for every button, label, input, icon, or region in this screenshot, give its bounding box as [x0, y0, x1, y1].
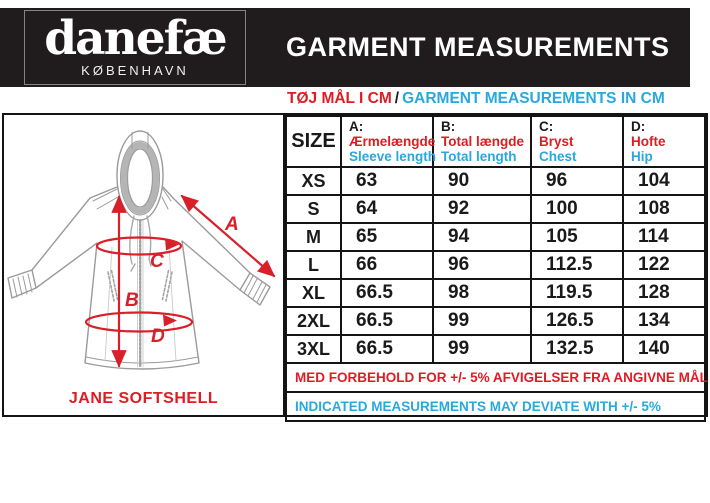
col-b-letter: B: [441, 119, 456, 134]
label-B: B [125, 290, 139, 311]
value-cell: 122 [623, 251, 705, 279]
brand-logo [24, 10, 246, 85]
value-cell: 100 [531, 195, 623, 223]
col-d-english: Hip [631, 149, 653, 164]
table-row-l [286, 251, 705, 279]
value-cell: 126.5 [531, 307, 623, 335]
jacket-diagram [4, 115, 283, 383]
col-c-english: Chest [539, 149, 577, 164]
page-title: GARMENT MEASUREMENTS [286, 32, 670, 62]
jacket-hood [117, 131, 163, 220]
value-cell: 65 [341, 223, 433, 251]
note-row-english [286, 392, 705, 421]
product-name: JANE SOFTSHELL [68, 390, 219, 407]
size-cell: L [286, 251, 341, 279]
label-D: D [151, 326, 165, 347]
subtitle-english: GARMENT MEASUREMENTS IN CM [402, 90, 665, 107]
garment-diagram-panel [4, 115, 285, 415]
col-c-danish: Bryst [539, 134, 574, 149]
value-cell: 128 [623, 279, 705, 307]
subtitle-danish: TØJ MÅL I CM [287, 90, 392, 107]
content-box [2, 113, 708, 417]
size-cell: XS [286, 167, 341, 195]
value-cell: 140 [623, 335, 705, 363]
table-header-row [286, 116, 705, 167]
brand-header-bar [0, 8, 690, 87]
value-cell: 99 [433, 335, 531, 363]
brand-logo-city: KØBENHAVN [81, 62, 189, 78]
header-col-d [623, 116, 705, 167]
note-row-danish [286, 363, 705, 392]
col-a-letter: A: [349, 119, 364, 134]
label-A: A [225, 214, 239, 235]
brand-logo-wordmark: danefæ [44, 11, 226, 67]
measurements-table-wrap [285, 115, 706, 415]
size-cell: S [286, 195, 341, 223]
value-cell: 66 [341, 251, 433, 279]
value-cell: 92 [433, 195, 531, 223]
value-cell: 104 [623, 167, 705, 195]
value-cell: 63 [341, 167, 433, 195]
value-cell: 66.5 [341, 279, 433, 307]
value-cell: 66.5 [341, 335, 433, 363]
size-cell: M [286, 223, 341, 251]
value-cell: 134 [623, 307, 705, 335]
col-b-english: Total length [441, 149, 517, 164]
value-cell: 108 [623, 195, 705, 223]
header-size: SIZE [286, 116, 341, 167]
value-cell: 98 [433, 279, 531, 307]
size-cell: 3XL [286, 335, 341, 363]
note-danish: MED FORBEHOLD FOR +/- 5% AFVIGELSER FRA ANGIVNE MÅL [286, 363, 705, 392]
label-C: C [150, 251, 164, 272]
value-cell: 96 [433, 251, 531, 279]
value-cell: 94 [433, 223, 531, 251]
value-cell: 64 [341, 195, 433, 223]
header-col-c [531, 116, 623, 167]
table-row-s [286, 195, 705, 223]
note-english: INDICATED MEASUREMENTS MAY DEVIATE WITH +/- 5% [286, 392, 705, 421]
value-cell: 105 [531, 223, 623, 251]
value-cell: 96 [531, 167, 623, 195]
subtitle-separator: / [394, 90, 400, 107]
value-cell: 114 [623, 223, 705, 251]
table-row-3xl [286, 335, 705, 363]
value-cell: 66.5 [341, 307, 433, 335]
col-c-letter: C: [539, 119, 554, 134]
value-cell: 112.5 [531, 251, 623, 279]
col-a-danish: Ærmelængde [349, 134, 436, 149]
size-cell: XL [286, 279, 341, 307]
col-d-letter: D: [631, 119, 646, 134]
header-col-b [433, 116, 531, 167]
col-d-danish: Hofte [631, 134, 666, 149]
size-cell: 2XL [286, 307, 341, 335]
measurements-table [285, 115, 706, 422]
header-col-a [341, 116, 437, 167]
table-row-2xl [286, 307, 705, 335]
value-cell: 132.5 [531, 335, 623, 363]
col-a-english: Sleeve length [349, 149, 437, 164]
table-row-xs [286, 167, 705, 195]
table-row-xl [286, 279, 705, 307]
value-cell: 90 [433, 167, 531, 195]
value-cell: 119.5 [531, 279, 623, 307]
subtitle [287, 90, 708, 108]
value-cell: 99 [433, 307, 531, 335]
table-row-m [286, 223, 705, 251]
col-b-danish: Total længde [441, 134, 524, 149]
